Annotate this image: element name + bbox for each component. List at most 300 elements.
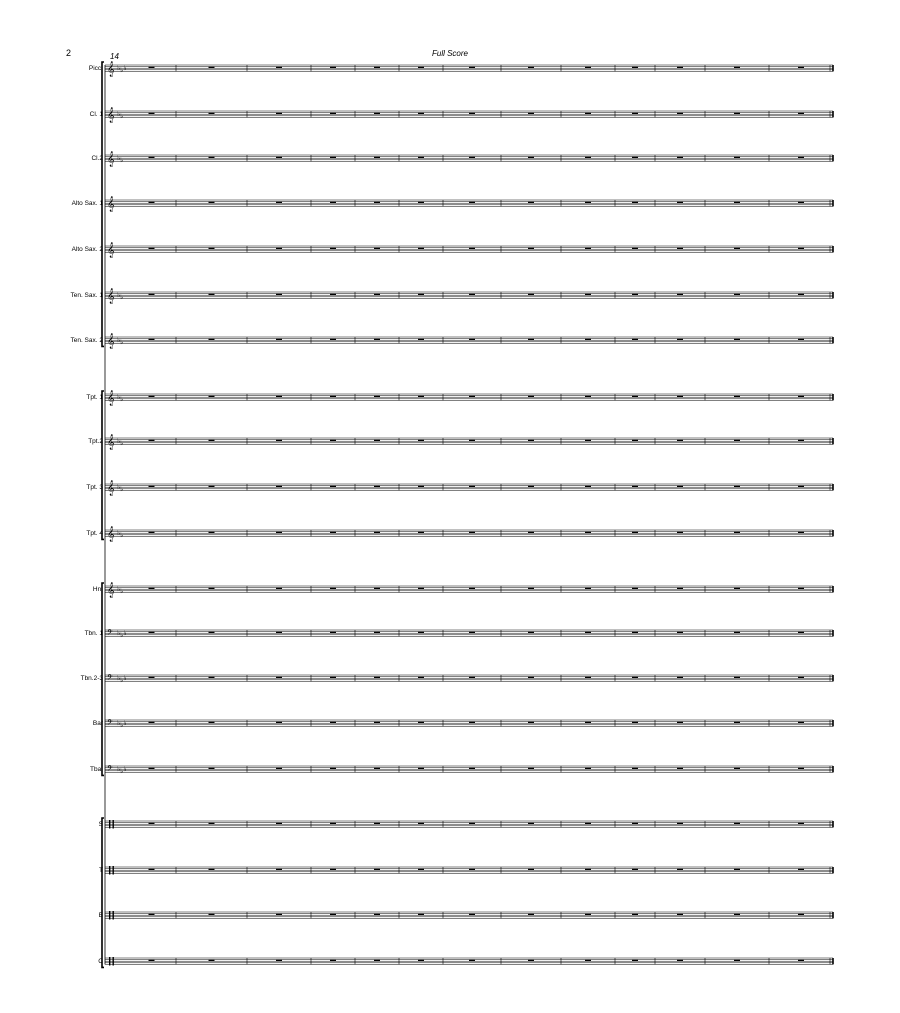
flat-icon: ♭ (117, 437, 121, 445)
whole-rest (330, 396, 336, 397)
whole-rest (209, 632, 215, 633)
whole-rest (734, 486, 740, 487)
percussion-clef (113, 957, 114, 966)
whole-rest (632, 632, 638, 633)
whole-rest (528, 823, 534, 824)
staff-label: Alto Sax. 2 (71, 246, 103, 253)
whole-rest (469, 532, 475, 533)
whole-rest (209, 722, 215, 723)
whole-rest (276, 722, 282, 723)
whole-rest (469, 914, 475, 915)
whole-rest (528, 113, 534, 114)
whole-rest (209, 960, 215, 961)
whole-rest (677, 248, 683, 249)
flat-icon: ♭ (120, 767, 124, 775)
whole-rest (330, 914, 336, 915)
whole-rest (528, 248, 534, 249)
whole-rest (330, 157, 336, 158)
staff-label: Bar (92, 720, 103, 727)
whole-rest (528, 157, 534, 158)
whole-rest (418, 768, 424, 769)
whole-rest (276, 67, 282, 68)
treble-clef-icon: 𝄞 (107, 197, 115, 212)
whole-rest (469, 339, 475, 340)
flat-icon: ♭ (120, 395, 124, 403)
whole-rest (677, 632, 683, 633)
whole-rest (677, 294, 683, 295)
flat-icon: ♭ (117, 483, 121, 491)
whole-rest (330, 339, 336, 340)
bass-clef-icon: 𝄢 (107, 765, 113, 775)
whole-rest (418, 113, 424, 114)
whole-rest (585, 113, 591, 114)
whole-rest (149, 632, 155, 633)
whole-rest (798, 157, 804, 158)
staff-label: Cl. 1 (89, 111, 103, 118)
whole-rest (528, 294, 534, 295)
whole-rest (330, 67, 336, 68)
whole-rest (374, 486, 380, 487)
whole-rest (798, 396, 804, 397)
whole-rest (632, 294, 638, 295)
whole-rest (734, 768, 740, 769)
whole-rest (469, 632, 475, 633)
whole-rest (276, 339, 282, 340)
whole-rest (469, 157, 475, 158)
whole-rest (469, 202, 475, 203)
whole-rest (374, 722, 380, 723)
whole-rest (798, 440, 804, 441)
whole-rest (632, 67, 638, 68)
flat-icon: ♭ (123, 674, 127, 682)
staff-label: Tba. (89, 766, 103, 773)
whole-rest (469, 722, 475, 723)
staff-label: Ten. Sax. 2 (70, 337, 103, 344)
whole-rest (677, 588, 683, 589)
whole-rest (330, 722, 336, 723)
treble-clef-icon: 𝄞 (107, 108, 115, 123)
whole-rest (585, 722, 591, 723)
whole-rest (585, 294, 591, 295)
whole-rest (374, 339, 380, 340)
flat-icon: ♭ (120, 66, 124, 74)
whole-rest (677, 532, 683, 533)
whole-rest (632, 396, 638, 397)
trumpets-bracket (102, 391, 104, 539)
whole-rest (469, 248, 475, 249)
flat-icon: ♭ (117, 719, 121, 727)
bass-clef-icon: 𝄢 (107, 629, 113, 639)
treble-clef-icon: 𝄞 (107, 527, 115, 542)
staff-label: Tbn.2-3 (80, 675, 103, 682)
whole-rest (734, 722, 740, 723)
whole-rest (632, 339, 638, 340)
whole-rest (677, 823, 683, 824)
flat-icon: ♭ (117, 765, 121, 773)
treble-clef-icon: 𝄞 (107, 334, 115, 349)
whole-rest (374, 440, 380, 441)
whole-rest (276, 440, 282, 441)
whole-rest (734, 677, 740, 678)
staff-label: Tpt. 4 (86, 530, 103, 537)
whole-rest (798, 823, 804, 824)
whole-rest (734, 914, 740, 915)
whole-rest (632, 823, 638, 824)
whole-rest (585, 202, 591, 203)
whole-rest (632, 248, 638, 249)
whole-rest (418, 396, 424, 397)
whole-rest (632, 440, 638, 441)
whole-rest (330, 960, 336, 961)
whole-rest (585, 632, 591, 633)
whole-rest (677, 869, 683, 870)
whole-rest (374, 157, 380, 158)
whole-rest (374, 677, 380, 678)
whole-rest (632, 113, 638, 114)
whole-rest (469, 396, 475, 397)
whole-rest (209, 823, 215, 824)
whole-rest (798, 722, 804, 723)
whole-rest (632, 869, 638, 870)
whole-rest (418, 440, 424, 441)
whole-rest (734, 248, 740, 249)
whole-rest (585, 768, 591, 769)
whole-rest (677, 202, 683, 203)
whole-rest (374, 960, 380, 961)
percussion-clef (113, 866, 114, 875)
whole-rest (209, 768, 215, 769)
whole-rest (528, 914, 534, 915)
flat-icon: ♭ (117, 674, 121, 682)
whole-rest (374, 294, 380, 295)
whole-rest (330, 440, 336, 441)
whole-rest (469, 823, 475, 824)
whole-rest (632, 486, 638, 487)
whole-rest (418, 677, 424, 678)
staff-label: Tpt. 3 (86, 484, 103, 491)
page-number: 2 (66, 48, 72, 58)
whole-rest (677, 440, 683, 441)
staff-label: B (98, 912, 103, 919)
percussion-clef (113, 820, 114, 829)
whole-rest (209, 113, 215, 114)
whole-rest (418, 486, 424, 487)
whole-rest (585, 588, 591, 589)
whole-rest (528, 632, 534, 633)
staff-label: T (99, 867, 103, 874)
whole-rest (585, 532, 591, 533)
whole-rest (276, 113, 282, 114)
flat-icon: ♭ (120, 156, 124, 164)
flat-icon: ♭ (120, 531, 124, 539)
whole-rest (798, 677, 804, 678)
whole-rest (528, 486, 534, 487)
whole-rest (585, 960, 591, 961)
whole-rest (276, 396, 282, 397)
whole-rest (798, 339, 804, 340)
whole-rest (528, 722, 534, 723)
whole-rest (276, 632, 282, 633)
bass-clef-icon: 𝄢 (107, 674, 113, 684)
whole-rest (149, 588, 155, 589)
whole-rest (677, 157, 683, 158)
flat-icon: ♭ (117, 585, 121, 593)
percussion-clef (113, 911, 114, 920)
flat-icon: ♭ (117, 291, 121, 299)
whole-rest (418, 869, 424, 870)
flat-icon: ♭ (123, 765, 127, 773)
whole-rest (374, 914, 380, 915)
whole-rest (585, 396, 591, 397)
whole-rest (418, 914, 424, 915)
whole-rest (632, 722, 638, 723)
flat-icon: ♭ (120, 293, 124, 301)
whole-rest (798, 113, 804, 114)
whole-rest (469, 677, 475, 678)
whole-rest (677, 722, 683, 723)
flat-icon: ♭ (117, 154, 121, 162)
whole-rest (149, 768, 155, 769)
whole-rest (276, 486, 282, 487)
whole-rest (734, 632, 740, 633)
staff-label: Alto Sax. 1 (71, 200, 103, 207)
whole-rest (585, 248, 591, 249)
whole-rest (585, 869, 591, 870)
whole-rest (209, 440, 215, 441)
whole-rest (798, 632, 804, 633)
whole-rest (149, 396, 155, 397)
whole-rest (418, 823, 424, 824)
whole-rest (798, 486, 804, 487)
whole-rest (585, 157, 591, 158)
whole-rest (632, 157, 638, 158)
flat-icon: ♭ (120, 112, 124, 120)
whole-rest (276, 677, 282, 678)
whole-rest (734, 396, 740, 397)
whole-rest (330, 248, 336, 249)
whole-rest (374, 202, 380, 203)
whole-rest (677, 914, 683, 915)
whole-rest (632, 532, 638, 533)
flat-icon: ♭ (117, 110, 121, 118)
staff-label: S (98, 821, 103, 828)
whole-rest (632, 202, 638, 203)
whole-rest (798, 960, 804, 961)
flat-icon: ♭ (117, 336, 121, 344)
whole-rest (149, 67, 155, 68)
whole-rest (330, 294, 336, 295)
whole-rest (632, 960, 638, 961)
whole-rest (209, 914, 215, 915)
flat-icon: ♭ (120, 338, 124, 346)
whole-rest (374, 67, 380, 68)
whole-rest (209, 532, 215, 533)
whole-rest (330, 532, 336, 533)
whole-rest (734, 440, 740, 441)
whole-rest (418, 294, 424, 295)
whole-rest (276, 823, 282, 824)
whole-rest (276, 157, 282, 158)
whole-rest (418, 248, 424, 249)
whole-rest (528, 960, 534, 961)
whole-rest (330, 869, 336, 870)
whole-rest (276, 588, 282, 589)
whole-rest (418, 588, 424, 589)
whole-rest (632, 914, 638, 915)
whole-rest (418, 722, 424, 723)
whole-rest (276, 248, 282, 249)
whole-rest (276, 960, 282, 961)
staff-label: Tpt.2 (88, 438, 103, 445)
whole-rest (585, 67, 591, 68)
whole-rest (418, 632, 424, 633)
treble-clef-icon: 𝄞 (107, 62, 115, 77)
treble-clef-icon: 𝄞 (107, 152, 115, 167)
percussion-clef (109, 957, 110, 966)
whole-rest (677, 960, 683, 961)
whole-rest (734, 157, 740, 158)
low-brass-bracket (102, 583, 104, 775)
whole-rest (418, 202, 424, 203)
score-title: Full Score (431, 49, 468, 58)
whole-rest (734, 869, 740, 870)
treble-clef-icon: 𝄞 (107, 481, 115, 496)
measure-number: 14 (110, 52, 119, 61)
whole-rest (330, 113, 336, 114)
whole-rest (209, 339, 215, 340)
percussion-clef (109, 820, 110, 829)
whole-rest (330, 823, 336, 824)
whole-rest (798, 768, 804, 769)
whole-rest (528, 869, 534, 870)
whole-rest (374, 823, 380, 824)
flat-icon: ♭ (117, 529, 121, 537)
flat-icon: ♭ (120, 631, 124, 639)
whole-rest (528, 440, 534, 441)
whole-rest (469, 768, 475, 769)
treble-clef-icon: 𝄞 (107, 391, 115, 406)
whole-rest (149, 339, 155, 340)
whole-rest (632, 677, 638, 678)
woodwinds-bracket (102, 62, 104, 346)
whole-rest (149, 869, 155, 870)
whole-rest (798, 914, 804, 915)
whole-rest (528, 588, 534, 589)
flat-icon: ♭ (120, 587, 124, 595)
whole-rest (149, 486, 155, 487)
staff-label: Cl.2 (91, 155, 103, 162)
whole-rest (734, 339, 740, 340)
whole-rest (632, 588, 638, 589)
whole-rest (149, 294, 155, 295)
whole-rest (585, 823, 591, 824)
whole-rest (209, 67, 215, 68)
whole-rest (798, 202, 804, 203)
whole-rest (469, 960, 475, 961)
whole-rest (330, 632, 336, 633)
staff-label: Tpt. 1 (86, 394, 103, 401)
whole-rest (528, 202, 534, 203)
whole-rest (798, 588, 804, 589)
flat-icon: ♭ (117, 64, 121, 72)
whole-rest (469, 440, 475, 441)
whole-rest (149, 823, 155, 824)
whole-rest (528, 67, 534, 68)
whole-rest (734, 113, 740, 114)
whole-rest (330, 768, 336, 769)
whole-rest (149, 914, 155, 915)
whole-rest (418, 532, 424, 533)
whole-rest (677, 486, 683, 487)
treble-clef-icon: 𝄞 (107, 583, 115, 598)
whole-rest (374, 588, 380, 589)
flat-icon: ♭ (123, 64, 127, 72)
whole-rest (734, 823, 740, 824)
whole-rest (374, 632, 380, 633)
whole-rest (209, 248, 215, 249)
whole-rest (374, 869, 380, 870)
whole-rest (149, 202, 155, 203)
whole-rest (469, 67, 475, 68)
staff-label: Picc. (88, 65, 103, 72)
whole-rest (677, 768, 683, 769)
whole-rest (585, 440, 591, 441)
whole-rest (734, 588, 740, 589)
whole-rest (209, 157, 215, 158)
whole-rest (734, 202, 740, 203)
treble-clef-icon: 𝄞 (107, 243, 115, 258)
whole-rest (330, 486, 336, 487)
whole-rest (677, 339, 683, 340)
treble-clef-icon: 𝄞 (107, 435, 115, 450)
whole-rest (149, 677, 155, 678)
whole-rest (798, 532, 804, 533)
whole-rest (734, 67, 740, 68)
whole-rest (734, 960, 740, 961)
whole-rest (330, 677, 336, 678)
whole-rest (149, 532, 155, 533)
whole-rest (209, 486, 215, 487)
whole-rest (149, 960, 155, 961)
percussion-clef (109, 911, 110, 920)
whole-rest (469, 869, 475, 870)
whole-rest (528, 677, 534, 678)
whole-rest (276, 294, 282, 295)
staff-label: C (98, 958, 103, 965)
staff-label: Hn. (92, 586, 103, 593)
whole-rest (209, 294, 215, 295)
percussion-clef (109, 866, 110, 875)
whole-rest (734, 532, 740, 533)
whole-rest (374, 113, 380, 114)
whole-rest (276, 869, 282, 870)
whole-rest (276, 914, 282, 915)
whole-rest (798, 67, 804, 68)
whole-rest (330, 588, 336, 589)
whole-rest (149, 157, 155, 158)
whole-rest (276, 532, 282, 533)
whole-rest (209, 869, 215, 870)
whole-rest (528, 768, 534, 769)
whole-rest (585, 339, 591, 340)
whole-rest (149, 440, 155, 441)
flat-icon: ♭ (123, 629, 127, 637)
whole-rest (528, 532, 534, 533)
whole-rest (374, 248, 380, 249)
bass-clef-icon: 𝄢 (107, 719, 113, 729)
whole-rest (632, 768, 638, 769)
whole-rest (798, 248, 804, 249)
